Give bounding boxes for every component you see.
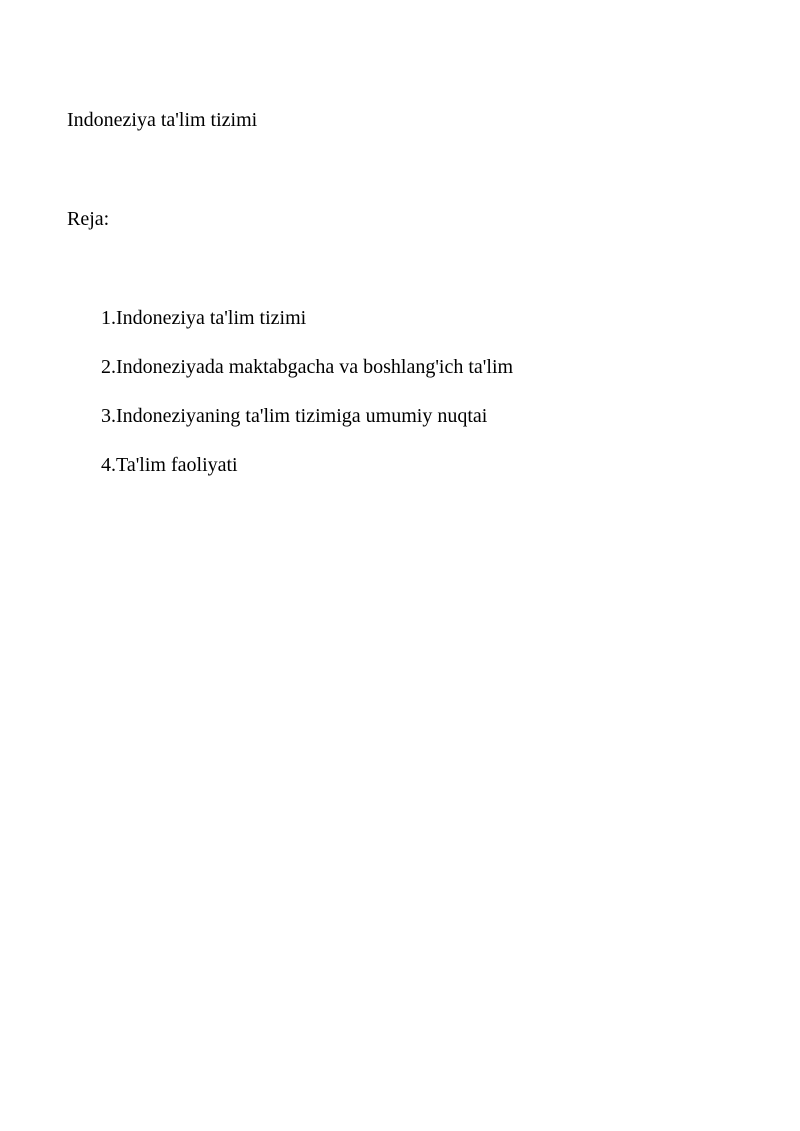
list-item-text: Ta'lim faoliyati <box>116 454 238 476</box>
list-item-text: Indoneziyada maktabgacha va boshlang'ich ta'lim <box>116 356 514 378</box>
list-item-number: 3. <box>101 405 116 427</box>
list-item-number: 2. <box>101 356 116 378</box>
plan-heading: Reja: <box>67 208 110 230</box>
list-item-text: Indoneziyaning ta'lim tizimiga umumiy nuqtai <box>116 405 488 427</box>
list-item-text: Indoneziya ta'lim tizimi <box>116 307 307 329</box>
document-title: Indoneziya ta'lim tizimi <box>67 109 258 131</box>
list-item-number: 1. <box>101 307 116 329</box>
list-item-number: 4. <box>101 454 116 476</box>
